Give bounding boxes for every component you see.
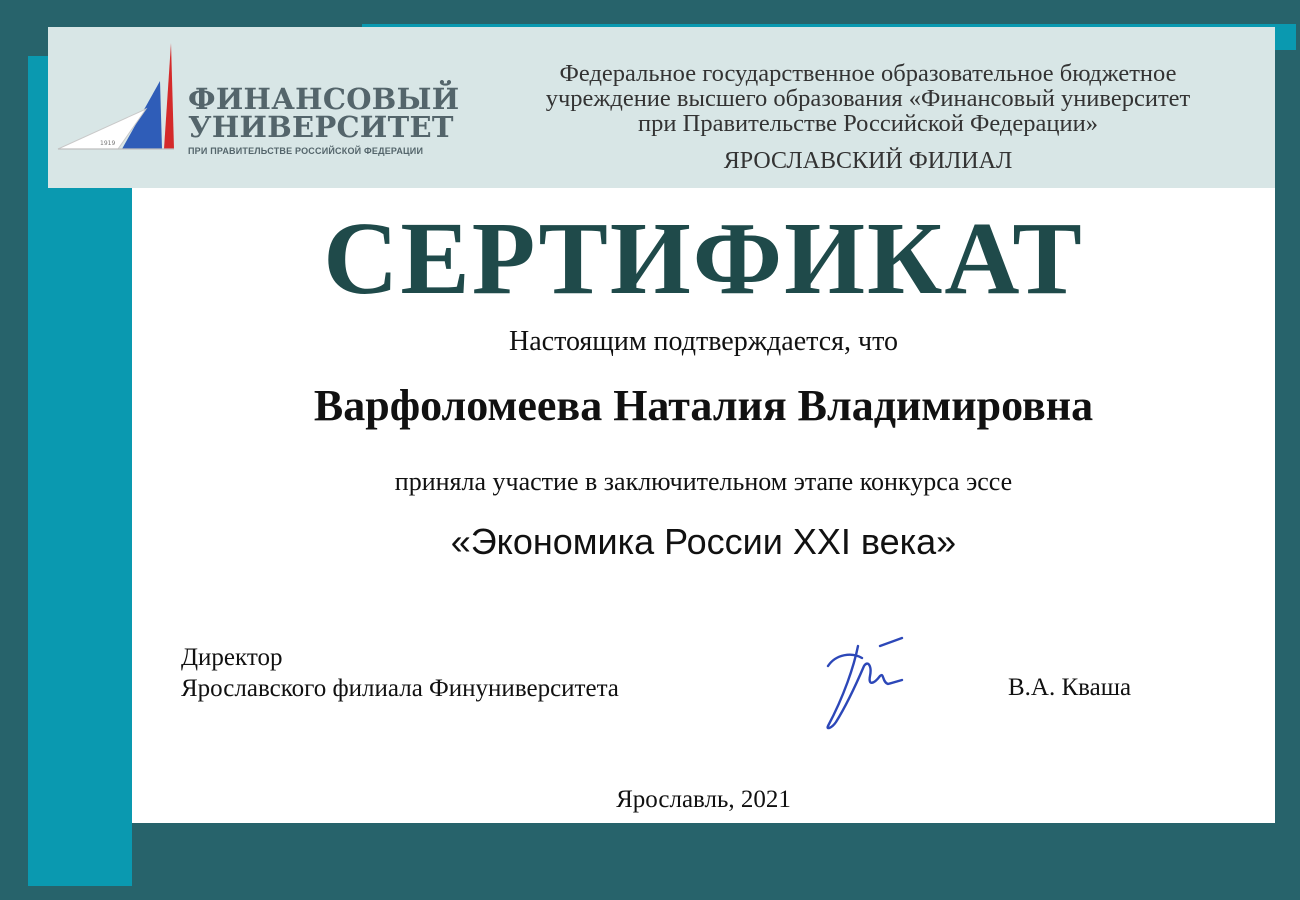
certificate-header [48,27,1275,188]
institution-line2: учреждение высшего образования «Финансовый университет [545,85,1191,112]
confirm-text: Настоящим подтверждается, что [509,326,898,357]
institution-line1: Федеральное государственное образовательное бюджетное [559,60,1177,87]
logo-name-line3: ПРИ ПРАВИТЕЛЬСТВЕ РОССИЙСКОЙ ФЕДЕРАЦИИ [188,146,424,156]
signatory-name: В.А. Кваша [1008,674,1132,701]
participation-text: приняла участие в заключительном этапе конкурса эссе [394,467,1013,496]
handwritten-signature [818,636,910,732]
position-line1: Директор [181,644,283,671]
institution-name [468,61,1268,174]
place-and-date: Ярославль, 2021 [616,786,791,813]
logo-name-line1: ФИНАНСОВЫЙ [188,82,460,116]
contest-name: «Экономика России XXI века» [450,521,957,562]
recipient-name: Варфоломеева Наталия Владимировна [313,381,1094,430]
institution-line3: при Правительстве Российской Федерации» [638,110,1098,137]
university-logo [56,41,460,156]
certificate-title: СЕРТИФИКАТ [323,201,1084,316]
signatory-position [181,642,619,704]
logo-wordmark [188,82,460,157]
sail-logo-icon [56,41,186,153]
svg-text:1919: 1919 [100,140,116,147]
branch-name: ЯРОСЛАВСКИЙ ФИЛИАЛ [723,148,1013,174]
position-line2: Ярославского филиала Финуниверситета [181,675,619,702]
logo-name-line2: УНИВЕРСИТЕТ [188,110,454,144]
